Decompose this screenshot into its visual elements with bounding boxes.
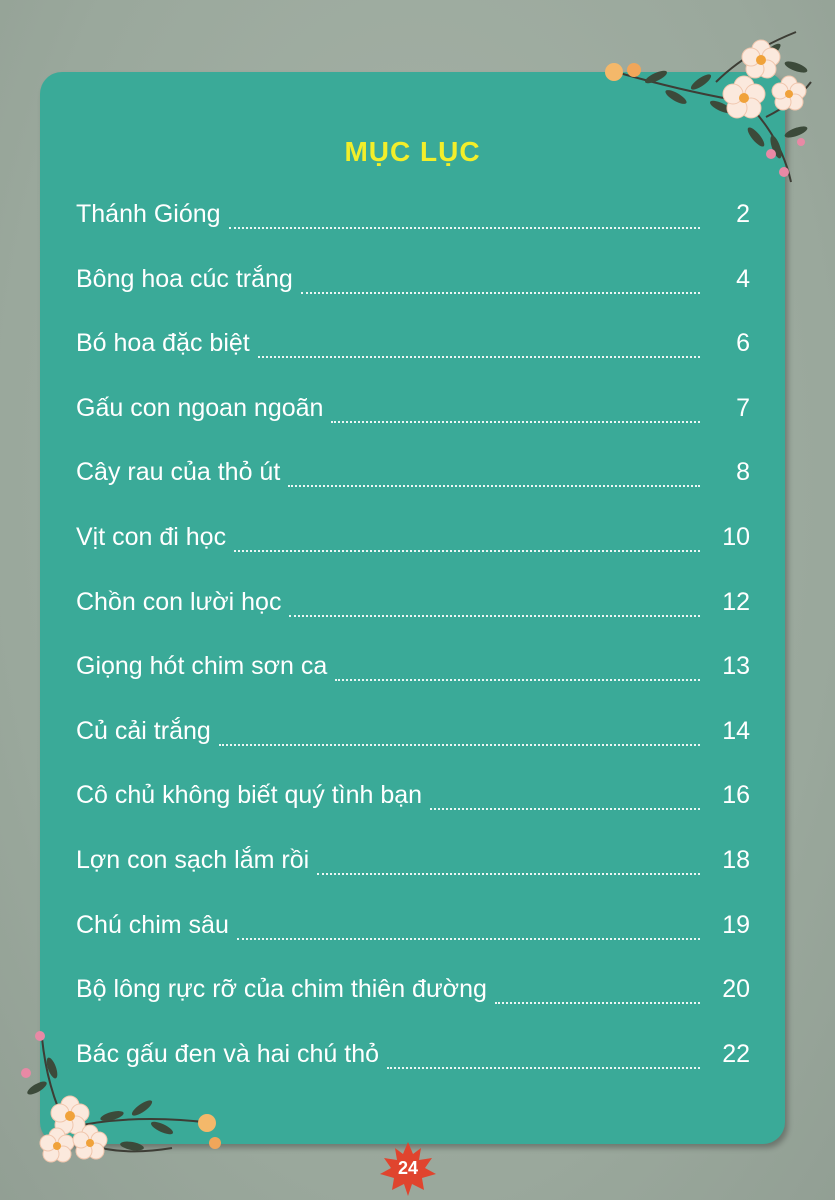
dot-leader — [430, 772, 700, 810]
toc-entry-page: 19 — [722, 910, 750, 939]
toc-entry-title: Bó hoa đặc biệt — [76, 329, 250, 358]
toc-entry[interactable] — [76, 966, 750, 1031]
dot-leader — [331, 385, 700, 423]
toc-entry[interactable] — [76, 772, 750, 837]
toc-entry-page: 12 — [722, 587, 750, 616]
toc-entry[interactable] — [76, 1031, 750, 1096]
toc-entry[interactable] — [76, 902, 750, 967]
toc-entry-title: Củ cải trắng — [76, 716, 211, 745]
toc-entry[interactable] — [76, 256, 750, 321]
toc-entry-page: 8 — [736, 458, 750, 487]
toc-entry-title: Bác gấu đen và hai chú thỏ — [76, 1039, 380, 1068]
toc-entry-page: 22 — [722, 1039, 750, 1068]
toc-entry-page: 13 — [722, 652, 750, 681]
toc-entry-page: 7 — [736, 393, 750, 422]
toc-entry-page: 10 — [722, 522, 750, 551]
toc-entry-title: Bộ lông rực rỡ của chim thiên đường — [76, 975, 487, 1004]
toc-entry-page: 20 — [722, 975, 750, 1004]
toc-entry[interactable] — [76, 449, 750, 514]
dot-leader — [258, 320, 700, 358]
page-title: MỤC LỤC — [344, 136, 481, 167]
dot-leader — [229, 191, 700, 229]
toc-entry-title: Cô chủ không biết quý tình bạn — [76, 781, 423, 810]
toc-entry[interactable] — [76, 708, 750, 773]
toc-entry-page: 18 — [722, 845, 750, 874]
toc-entry-title: Vịt con đi học — [76, 522, 227, 551]
toc-entry[interactable] — [76, 579, 750, 644]
toc-entry[interactable] — [76, 643, 750, 708]
dot-leader — [237, 902, 700, 940]
dot-leader — [289, 579, 700, 617]
toc-entry-title: Chú chim sâu — [76, 910, 229, 939]
toc-entry-title: Thánh Gióng — [76, 200, 221, 228]
toc-entry-title: Bông hoa cúc trắng — [76, 264, 293, 293]
dot-leader — [317, 837, 700, 875]
toc-entry-title: Cây rau của thỏ út — [76, 458, 281, 487]
toc-entry-title: Gấu con ngoan ngoãn — [76, 393, 324, 422]
toc-entry-page: 2 — [736, 200, 750, 228]
toc-entry-title: Giọng hót chim sơn ca — [76, 652, 328, 681]
toc-entry[interactable] — [76, 320, 750, 385]
toc-entry-page: 6 — [736, 329, 750, 358]
dot-leader — [301, 256, 700, 294]
toc-entry[interactable] — [76, 385, 750, 450]
toc-entry[interactable] — [76, 837, 750, 902]
page-number: 24 — [397, 1158, 419, 1178]
toc-entry-page: 14 — [722, 716, 750, 745]
toc-entry-page: 16 — [722, 781, 750, 810]
table-of-contents — [76, 191, 750, 1095]
dot-leader — [219, 708, 700, 746]
dot-leader — [288, 449, 700, 487]
dot-leader — [387, 1031, 700, 1069]
toc-entry-title: Lợn con sạch lắm rồi — [76, 845, 310, 874]
toc-entry-page: 4 — [736, 264, 750, 293]
dot-leader — [234, 514, 700, 552]
toc-entry[interactable] — [76, 191, 750, 256]
toc-entry[interactable] — [76, 514, 750, 579]
dot-leader — [335, 643, 700, 681]
dot-leader — [495, 966, 700, 1004]
toc-entry-title: Chồn con lười học — [76, 587, 282, 616]
